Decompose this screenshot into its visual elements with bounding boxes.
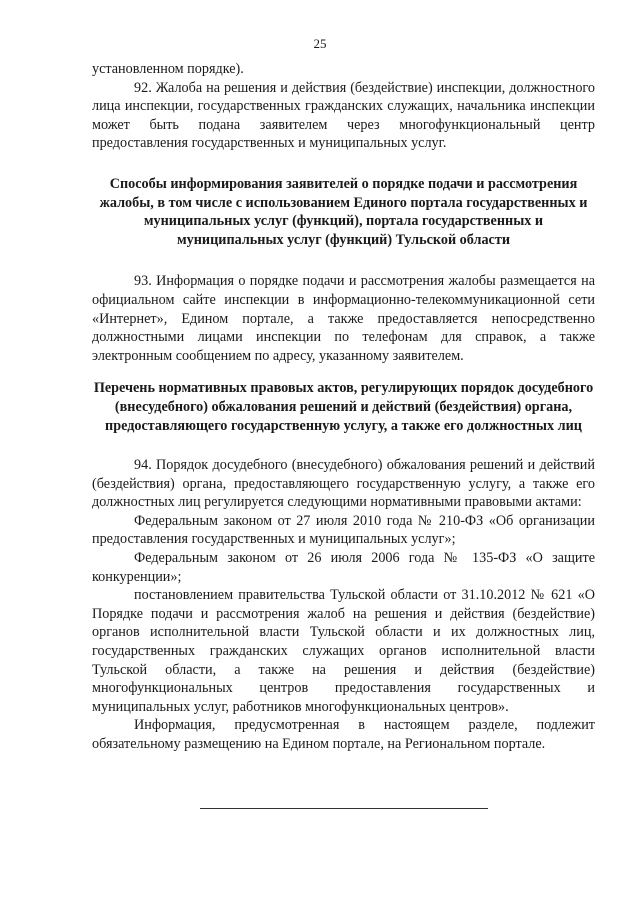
paragraph-94: 94. Порядок досудебного (внесудебного) обжалования решений и действий (бездействия) органа, предоставляющего государственную услугу, а также его должностных лиц регулируется следующими нормативными правовыми актами: <box>92 457 595 511</box>
legal-act-210-fz: Федеральным законом от 27 июля 2010 года № 210-ФЗ «Об организации предоставления государственных и муниципальных услуг»; <box>92 512 595 548</box>
end-divider-line <box>200 808 488 809</box>
paragraph-92: 92. Жалоба на решения и действия (бездействие) инспекции, должностного лица инспекции, государственных гражданских служащих, начальника инспекции может быть подана заявителем через многофункциональный центр предоставления государственных и муниципальных услуг. <box>92 79 595 152</box>
legal-act-135-fz: Федеральным законом от 26 июля 2006 года № 135-ФЗ «О защите конкуренции»; <box>92 550 595 585</box>
document-body <box>92 60 595 754</box>
paragraph-93: 93. Информация о порядке подачи и рассмотрения жалобы размещается на официальном сайте инспекции в информационно-телекоммуникационной сети «Интернет», Едином портале, а также предоставляется непосредственно должностными лицами инспекции по телефонам для справок, а также электронным сообщением по адресу, указанному заявителем. <box>92 273 595 364</box>
legal-act-resolution-621: постановлением правительства Тульской области от 31.10.2012 № 621 «О Порядке подачи и рассмотрения жалоб на решения и действия (бездействие) органов исполнительной власти Тульской области и их должностных лиц, государственных гражданских служащих органов исполнительной власти Тульской области, а также на решения и действия (бездействие) многофункциональных центров предоставления государственных и муниципальных услуг, работников многофункциональных центров». <box>92 587 595 715</box>
paragraph-closing: Информация, предусмотренная в настоящем разделе, подлежит обязательному размещению на Едином портале, на Региональном портале. <box>92 717 595 752</box>
paragraph-continuation: установленном порядке). <box>92 61 244 77</box>
section-heading-legal-acts: Перечень нормативных правовых актов, регулирующих порядок досудебного (внесудебного) обжалования решений и действий (бездействия) органа, предоставляющего государственную услугу, а также его должностных лиц <box>93 380 594 434</box>
page-number: 25 <box>313 36 327 51</box>
section-heading-informing: Способы информирования заявителей о порядке подачи и рассмотрения жалобы, в том числе с использованием Единого портала государственных и муниципальных услуг (функций), портала государственных и муниципальных услуг (функций) Тульской области <box>99 175 588 248</box>
